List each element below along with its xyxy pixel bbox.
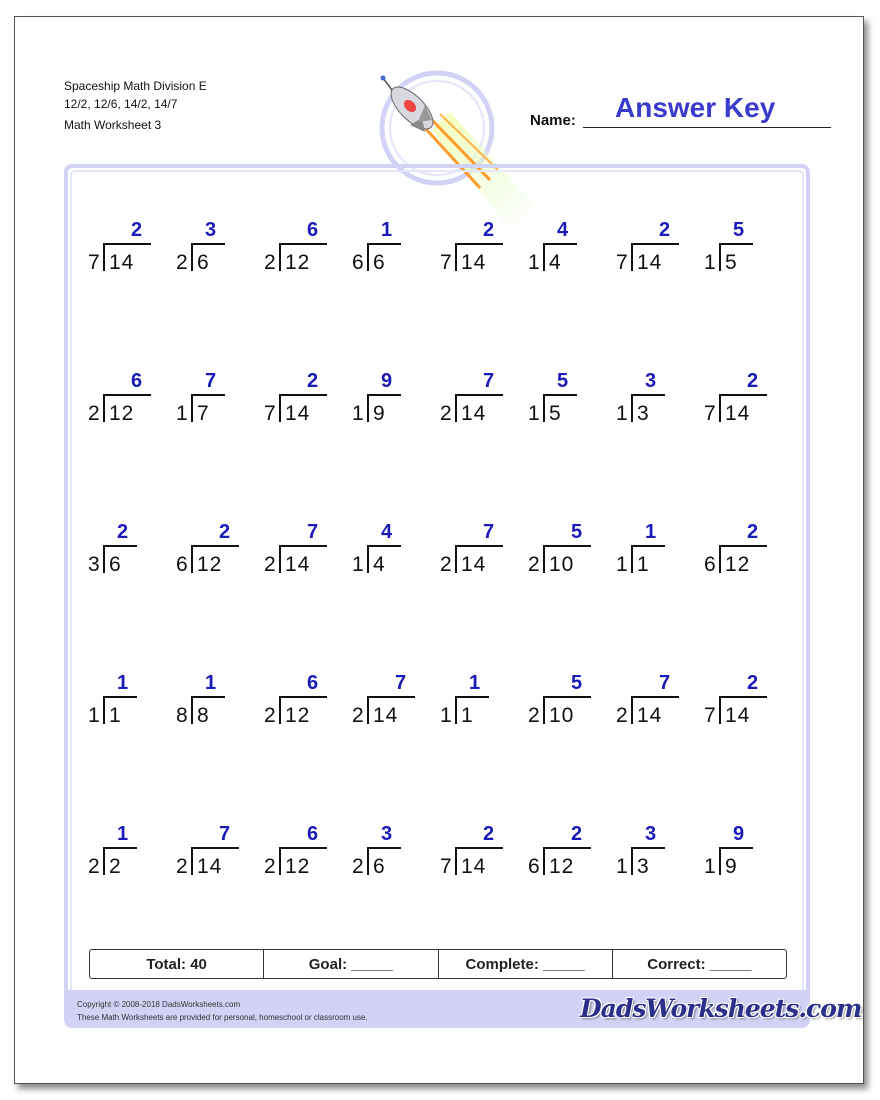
dividend: 14: [461, 251, 487, 274]
division-problem: [176, 658, 264, 748]
divisor: 8: [176, 704, 189, 727]
quotient-answer: 2: [307, 370, 319, 392]
complete-cell[interactable]: Complete: _____: [439, 950, 613, 978]
dividend: 6: [109, 553, 122, 576]
division-problem: [264, 658, 352, 748]
quotient-answer: 6: [307, 219, 319, 241]
quotient-answer: 2: [571, 823, 583, 845]
dividend: 3: [637, 402, 650, 425]
quotient-answer: 3: [381, 823, 393, 845]
division-problem: [704, 809, 792, 899]
division-problem: [264, 356, 352, 446]
divisor: 2: [352, 855, 365, 878]
quotient-answer: 1: [469, 672, 481, 694]
dividend: 9: [725, 855, 738, 878]
dividend: 14: [197, 855, 223, 878]
divisor: 2: [176, 251, 189, 274]
divisor: 6: [704, 553, 717, 576]
quotient-answer: 4: [557, 219, 569, 241]
copyright-text: [77, 998, 368, 1024]
dividend: 12: [285, 704, 311, 727]
quotient-answer: 5: [557, 370, 569, 392]
dividend: 12: [197, 553, 223, 576]
divisor: 2: [440, 553, 453, 576]
divisor: 6: [528, 855, 541, 878]
quotient-answer: 1: [117, 823, 129, 845]
divisor: 2: [176, 855, 189, 878]
divisor: 1: [616, 553, 629, 576]
divisor: 2: [264, 553, 277, 576]
quotient-answer: 2: [659, 219, 671, 241]
dadsworksheets-logo[interactable]: DadsWorksheets.com: [580, 994, 862, 1023]
quotient-answer: 6: [307, 823, 319, 845]
dividend: 14: [725, 704, 751, 727]
divisor: 6: [352, 251, 365, 274]
divisor: 2: [264, 251, 277, 274]
problem-row: [70, 356, 800, 466]
divisor: 2: [264, 855, 277, 878]
division-problem: [88, 356, 176, 446]
dividend: 5: [725, 251, 738, 274]
quotient-answer: 9: [733, 823, 745, 845]
divisor: 7: [440, 251, 453, 274]
quotient-answer: 2: [131, 219, 143, 241]
divisor: 1: [352, 553, 365, 576]
quotient-answer: 7: [483, 521, 495, 543]
dividend: 12: [549, 855, 575, 878]
division-problem: [616, 658, 704, 748]
dividend: 12: [725, 553, 751, 576]
dividend: 12: [285, 251, 311, 274]
division-problem: [440, 809, 528, 899]
quotient-answer: 2: [747, 521, 759, 543]
division-problem: [88, 809, 176, 899]
quotient-answer: 3: [645, 823, 657, 845]
divisor: 1: [616, 855, 629, 878]
divisor: 1: [88, 704, 101, 727]
division-problem: [528, 356, 616, 446]
quotient-answer: 2: [747, 370, 759, 392]
divisor: 2: [440, 402, 453, 425]
division-problem: [616, 507, 704, 597]
dividend: 12: [285, 855, 311, 878]
quotient-answer: 1: [205, 672, 217, 694]
divisor: 2: [88, 402, 101, 425]
dividend: 14: [285, 402, 311, 425]
worksheet-facts: 12/2, 12/6, 14/2, 14/7: [64, 97, 178, 111]
division-problem: [528, 809, 616, 899]
quotient-answer: 2: [483, 823, 495, 845]
dividend: 9: [373, 402, 386, 425]
division-problem: [616, 809, 704, 899]
divisor: 2: [264, 704, 277, 727]
quotient-answer: 2: [117, 521, 129, 543]
divisor: 1: [616, 402, 629, 425]
quotient-answer: 7: [205, 370, 217, 392]
dividend: 10: [549, 704, 575, 727]
answer-key-label: Answer Key: [615, 92, 776, 123]
division-problem: [704, 356, 792, 446]
division-problem: [88, 658, 176, 748]
total-cell: Total: 40: [90, 950, 264, 978]
usage-line: These Math Worksheets are provided for personal, homeschool or classroom use.: [77, 1013, 368, 1022]
quotient-answer: 1: [117, 672, 129, 694]
dividend: 14: [461, 855, 487, 878]
dividend: 14: [637, 704, 663, 727]
division-problem: [176, 356, 264, 446]
divisor: 7: [704, 402, 717, 425]
dividend: 1: [109, 704, 122, 727]
dividend: 1: [461, 704, 474, 727]
division-problem: [704, 205, 792, 295]
worksheet-title: Spaceship Math Division E: [64, 79, 207, 93]
quotient-answer: 6: [307, 672, 319, 694]
division-problem: [176, 205, 264, 295]
division-problem: [616, 205, 704, 295]
division-problem: [88, 507, 176, 597]
division-problem: [440, 356, 528, 446]
dividend: 14: [373, 704, 399, 727]
division-problem: [704, 658, 792, 748]
divisor: 2: [88, 855, 101, 878]
division-problem: [264, 205, 352, 295]
division-problem: [352, 507, 440, 597]
name-field[interactable]: [583, 127, 831, 128]
divisor: 7: [440, 855, 453, 878]
problem-row: [70, 205, 800, 315]
division-problem: [176, 507, 264, 597]
division-problem: [440, 205, 528, 295]
dividend: 6: [197, 251, 210, 274]
quotient-answer: 3: [645, 370, 657, 392]
division-problem: [440, 507, 528, 597]
quotient-answer: 5: [571, 672, 583, 694]
quotient-answer: 2: [219, 521, 231, 543]
correct-cell[interactable]: Correct: _____: [647, 956, 752, 973]
problem-row: [70, 809, 800, 919]
quotient-answer: 7: [483, 370, 495, 392]
quotient-answer: 2: [747, 672, 759, 694]
quotient-answer: 2: [483, 219, 495, 241]
dividend: 4: [549, 251, 562, 274]
copyright-line: Copyright © 2008-2018 DadsWorksheets.com: [77, 1000, 241, 1009]
dividend: 14: [285, 553, 311, 576]
dividend: 6: [373, 855, 386, 878]
division-problem: [352, 356, 440, 446]
divisor: 2: [352, 704, 365, 727]
quotient-answer: 6: [131, 370, 143, 392]
problem-row: [70, 658, 800, 768]
quotient-answer: 5: [571, 521, 583, 543]
divisor: 1: [528, 402, 541, 425]
dividend: 8: [197, 704, 210, 727]
name-label: Name:: [530, 112, 576, 129]
quotient-answer: 5: [733, 219, 745, 241]
dividend: 5: [549, 402, 562, 425]
dividend: 14: [461, 553, 487, 576]
divisor: 7: [88, 251, 101, 274]
divisor: 6: [176, 553, 189, 576]
dividend: 14: [461, 402, 487, 425]
division-problem: [352, 658, 440, 748]
quotient-answer: 7: [659, 672, 671, 694]
division-problem: [88, 205, 176, 295]
dividend: 10: [549, 553, 575, 576]
division-problem: [264, 507, 352, 597]
quotient-answer: 1: [645, 521, 657, 543]
dividend: 14: [725, 402, 751, 425]
dividend: 12: [109, 402, 135, 425]
divisor: 1: [352, 402, 365, 425]
dividend: 6: [373, 251, 386, 274]
divisor: 2: [528, 704, 541, 727]
dividend: 14: [637, 251, 663, 274]
dividend: 4: [373, 553, 386, 576]
quotient-answer: 3: [205, 219, 217, 241]
divisor: 1: [440, 704, 453, 727]
divisor: 2: [528, 553, 541, 576]
quotient-answer: 4: [381, 521, 393, 543]
divisor: 1: [528, 251, 541, 274]
quotient-answer: 7: [395, 672, 407, 694]
goal-cell[interactable]: Goal: _____: [264, 950, 438, 978]
division-problem: [352, 809, 440, 899]
quotient-answer: 7: [307, 521, 319, 543]
dividend: 1: [637, 553, 650, 576]
dividend: 3: [637, 855, 650, 878]
worksheet-number: Math Worksheet 3: [64, 118, 162, 132]
divisor: 2: [616, 704, 629, 727]
divisor: 1: [176, 402, 189, 425]
dividend: 2: [109, 855, 122, 878]
dividend: 7: [197, 402, 210, 425]
division-problem: [176, 809, 264, 899]
division-problem: [528, 507, 616, 597]
quotient-answer: 9: [381, 370, 393, 392]
division-problem: [616, 356, 704, 446]
divisor: 7: [264, 402, 277, 425]
division-problem: [352, 205, 440, 295]
division-problem: [264, 809, 352, 899]
quotient-answer: 1: [381, 219, 393, 241]
divisor: 1: [704, 251, 717, 274]
divisor: 7: [704, 704, 717, 727]
dividend: 14: [109, 251, 135, 274]
divisor: 3: [88, 553, 101, 576]
divisor: 1: [704, 855, 717, 878]
division-problem: [528, 658, 616, 748]
score-table: [89, 949, 787, 979]
quotient-answer: 7: [219, 823, 231, 845]
division-problem: [704, 507, 792, 597]
divisor: 7: [616, 251, 629, 274]
division-problem: [440, 658, 528, 748]
problem-row: [70, 507, 800, 617]
division-problem: [528, 205, 616, 295]
